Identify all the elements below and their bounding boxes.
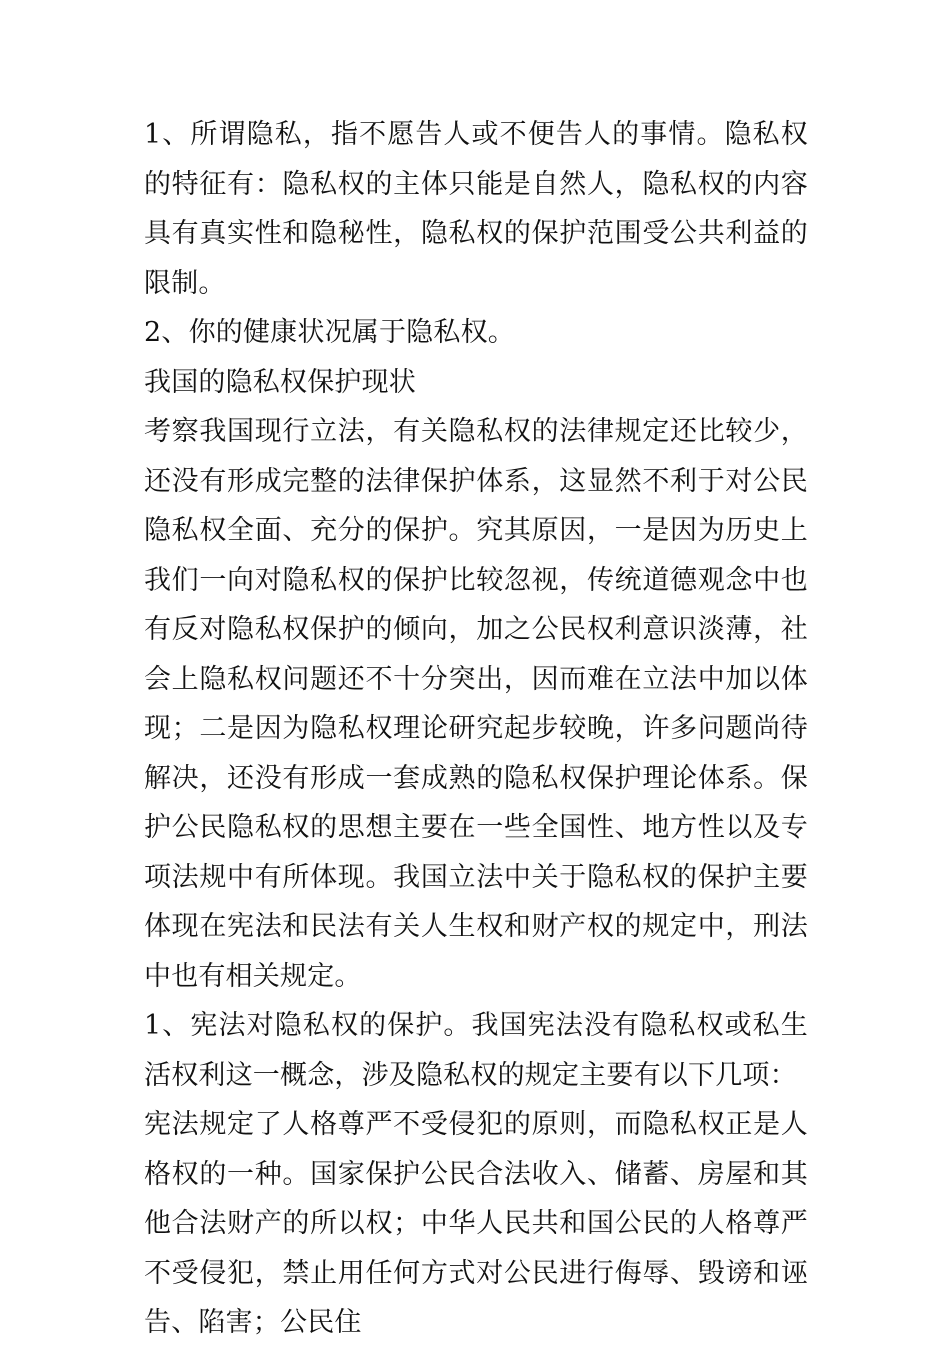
document-body [144,110,808,1348]
paragraph-legislation-status: 考察我国现行立法，有关隐私权的法律规定还比较少，还没有形成完整的法律保护体系，这显然不利于对公民隐私权全面、充分的保护。究其原因，一是因为历史上我们一向对隐私权的保护比较忽视，传统道德观念中也有反对隐私权保护的倾向，加之公民权利意识淡薄，社会上隐私权问题还不十分突出，因而难在立法中加以体现；二是因为隐私权理论研究起步较晚，许多问题尚待解决，还没有形成一套成熟的隐私权保护理论体系。保护公民隐私权的思想主要在一些全国性、地方性以及专项法规中有所体现。我国立法中关于隐私权的保护主要体现在宪法和民法有关人生权和财产权的规定中，刑法中也有相关规定。 [144,416,808,992]
paragraph-constitution-protection: 1、宪法对隐私权的保护。我国宪法没有隐私权或私生活权利这一概念，涉及隐私权的规定主要有以下几项： [144,1010,808,1091]
section-heading: 我国的隐私权保护现状 [144,366,416,398]
paragraph-constitution-provisions: 宪法规定了人格尊严不受侵犯的原则，而隐私权正是人格权的一种。国家保护公民合法收入、储蓄、房屋和其他合法财产的所以权；中华人民共和国公民的人格尊严不受侵犯，禁止用任何方式对公民进行侮辱、毁谤和诬告、陷害；公民住 [144,1109,808,1338]
paragraph-health-status: 2、你的健康状况属于隐私权。 [144,317,515,348]
paragraph-privacy-definition: 1、所谓隐私，指不愿告人或不便告人的事情。隐私权的特征有：隐私权的主体只能是自然人，隐私权的内容具有真实性和隐秘性，隐私权的保护范围受公共利益的限制。 [144,119,808,299]
